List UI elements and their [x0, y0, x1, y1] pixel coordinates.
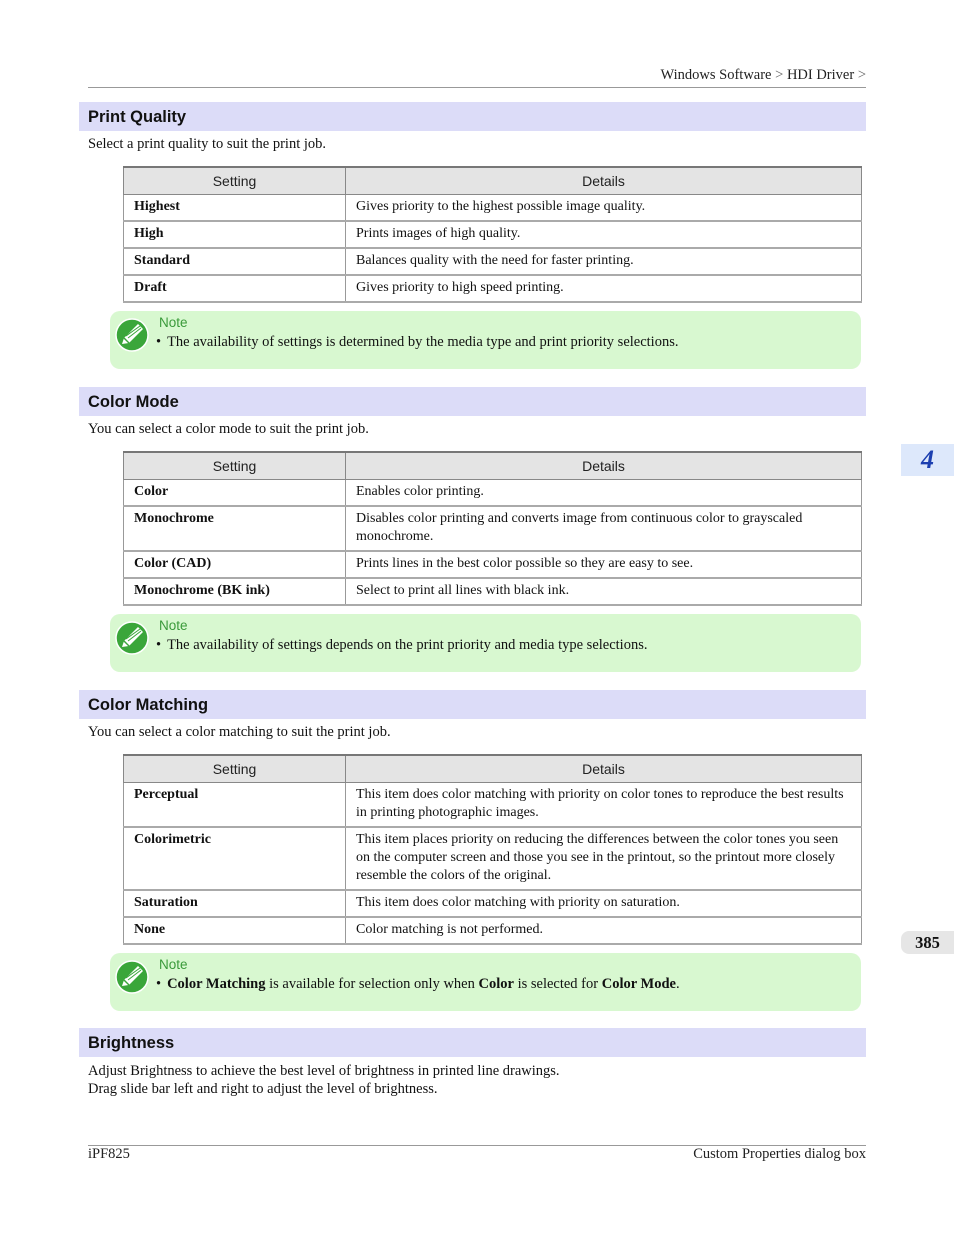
section-title-color-mode: Color Mode: [79, 387, 866, 416]
brightness-line: Adjust Brightness to achieve the best level of brightness in printed line drawings.: [88, 1063, 560, 1079]
setting-details: Prints images of high quality.: [346, 221, 862, 248]
setting-name: None: [124, 917, 346, 944]
setting-name: Standard: [124, 248, 346, 275]
table-header-row: [124, 755, 862, 783]
setting-name: High: [124, 221, 346, 248]
note-text: • The availability of settings is determined by the media type and print priority selections.: [156, 334, 679, 350]
table-row: [124, 890, 862, 917]
note-box: [110, 311, 861, 369]
section-intro: Select a print quality to suit the print job.: [88, 136, 327, 152]
note-segment: The availability of settings depends on the print priority and media type selections.: [167, 637, 648, 653]
note-pencil-icon: [114, 959, 150, 995]
settings-table-print-quality: [123, 166, 862, 303]
column-header-setting: Setting: [124, 755, 346, 783]
setting-details: Select to print all lines with black ink.: [346, 578, 862, 605]
note-pencil-icon: [114, 620, 150, 656]
setting-details: Gives priority to the highest possible image quality.: [346, 195, 862, 222]
table-header-row: [124, 167, 862, 195]
column-header-details: Details: [346, 755, 862, 783]
footer-topic: Custom Properties dialog box: [693, 1146, 866, 1162]
section-title-brightness: Brightness: [79, 1028, 866, 1057]
section-intro: You can select a color mode to suit the print job.: [88, 421, 369, 437]
table-row: [124, 275, 862, 302]
setting-name: Perceptual: [124, 783, 346, 828]
note-text: • The availability of settings depends on the print priority and media type selections.: [156, 637, 648, 653]
setting-details: Balances quality with the need for faster printing.: [346, 248, 862, 275]
column-header-details: Details: [346, 452, 862, 480]
section-intro: You can select a color matching to suit the print job.: [88, 724, 391, 740]
note-segment: is selected for: [513, 976, 602, 992]
setting-name: Color: [124, 480, 346, 507]
note-label: Note: [159, 957, 188, 972]
column-header-details: Details: [346, 167, 862, 195]
setting-name: Color (CAD): [124, 551, 346, 578]
section-intro: [88, 1062, 560, 1098]
breadcrumb-item[interactable]: HDI Driver: [786, 67, 855, 83]
setting-details: Enables color printing.: [346, 480, 862, 507]
setting-name: Saturation: [124, 890, 346, 917]
breadcrumb: [88, 67, 866, 84]
table-row: [124, 506, 862, 551]
breadcrumb-item[interactable]: Windows Software: [660, 67, 772, 83]
breadcrumb-separator: >: [857, 67, 866, 83]
section-title-print-quality: Print Quality: [79, 102, 866, 131]
chapter-tab[interactable]: 4: [901, 444, 954, 476]
header-rule: [88, 87, 866, 88]
note-box: [110, 953, 861, 1011]
table-row: [124, 551, 862, 578]
column-header-setting: Setting: [124, 167, 346, 195]
note-segment: is available for selection only when: [265, 976, 479, 992]
settings-table-color-mode: [123, 451, 862, 606]
setting-name: Monochrome: [124, 506, 346, 551]
note-label: Note: [159, 315, 188, 330]
setting-name: Draft: [124, 275, 346, 302]
note-keyword-color: Color: [478, 976, 514, 992]
brightness-line: Drag slide bar left and right to adjust the level of brightness.: [88, 1081, 438, 1097]
setting-details: This item does color matching with priority on color tones to reproduce the best results in printing photographic images.: [346, 783, 862, 828]
table-row: [124, 917, 862, 944]
setting-name: Highest: [124, 195, 346, 222]
setting-details: Gives priority to high speed printing.: [346, 275, 862, 302]
setting-name: Monochrome (BK ink): [124, 578, 346, 605]
table-row: [124, 195, 862, 222]
note-label: Note: [159, 618, 188, 633]
table-row: [124, 783, 862, 828]
note-pencil-icon: [114, 317, 150, 353]
table-row: [124, 221, 862, 248]
table-row: [124, 480, 862, 507]
breadcrumb-separator: >: [775, 67, 784, 83]
table-row: [124, 827, 862, 890]
setting-details: This item places priority on reducing the differences between the color tones you seen on the computer screen and those you see in the printout, so the printout more closely resemble the colors of the original.: [346, 827, 862, 890]
settings-table-color-matching: [123, 754, 862, 945]
note-segment: The availability of settings is determined by the media type and print priority selections.: [167, 334, 679, 350]
setting-details: Prints lines in the best color possible so they are easy to see.: [346, 551, 862, 578]
setting-name: Colorimetric: [124, 827, 346, 890]
table-row: [124, 578, 862, 605]
note-box: [110, 614, 861, 672]
setting-details: Disables color printing and converts image from continuous color to grayscaled monochrome.: [346, 506, 862, 551]
page-number: 385: [901, 931, 954, 954]
section-title-color-matching: Color Matching: [79, 690, 866, 719]
setting-details: Color matching is not performed.: [346, 917, 862, 944]
footer-model: iPF825: [88, 1146, 130, 1162]
note-keyword-color-matching: Color Matching: [167, 976, 266, 992]
setting-details: This item does color matching with priority on saturation.: [346, 890, 862, 917]
note-text: • Color Matching is available for selection only when Color is selected for Color Mode.: [156, 976, 680, 992]
table-row: [124, 248, 862, 275]
note-keyword-color-mode: Color Mode: [601, 976, 676, 992]
note-segment: .: [675, 976, 680, 992]
table-header-row: [124, 452, 862, 480]
column-header-setting: Setting: [124, 452, 346, 480]
